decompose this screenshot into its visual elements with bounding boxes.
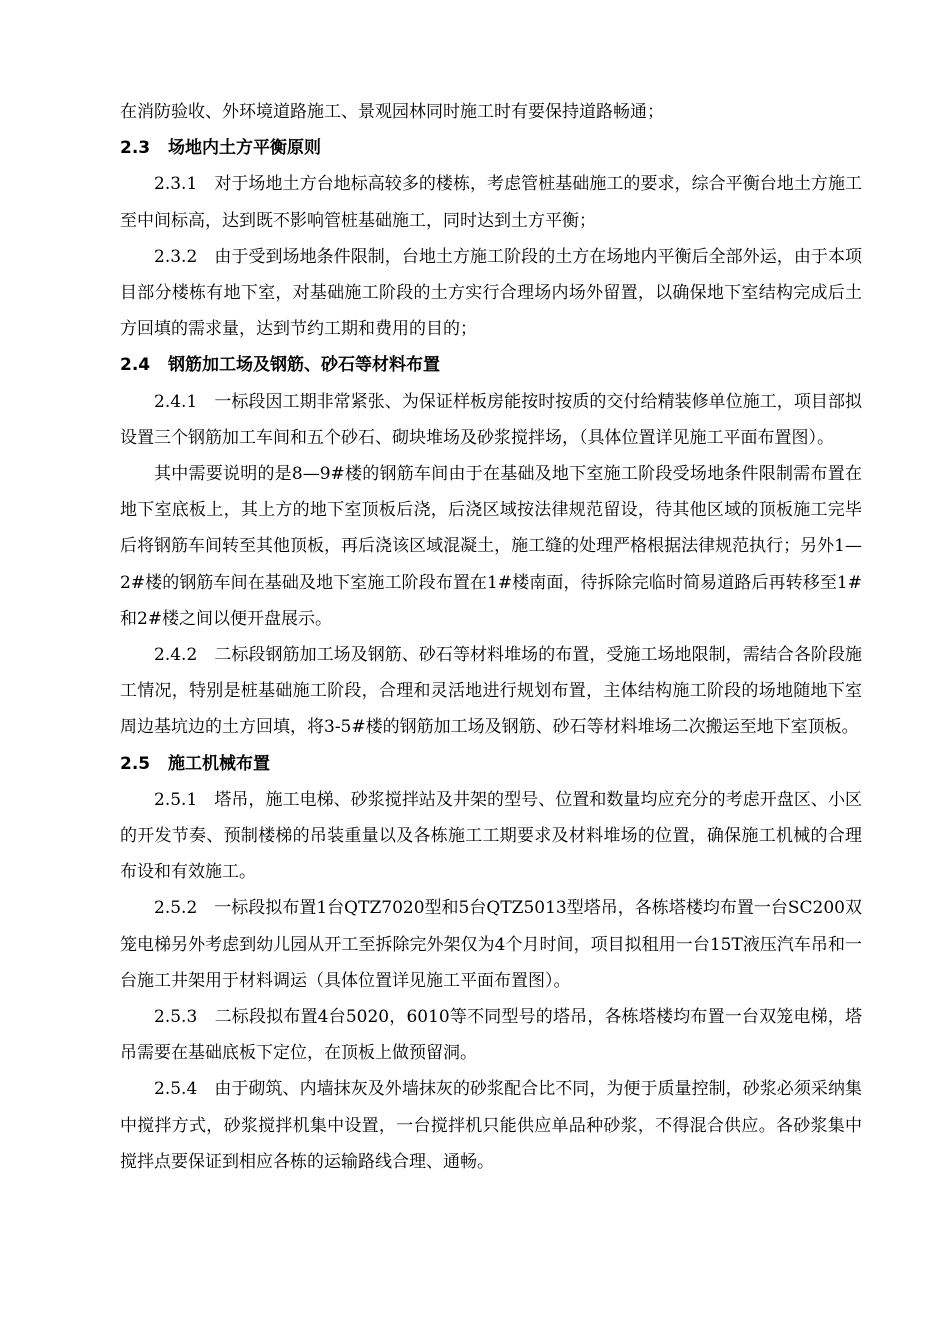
paragraph-2-3-2: 2.3.2 由于受到场地条件限制，台地土方施工阶段的土方在场地内平衡后全部外运，由于本项目部分楼栋有地下室，对基础施工阶段的土方实行合理场内场外留置，以确保地下室结构完成后土方回填的需求量，达到节约工期和费用的目的； xyxy=(120,246,862,340)
section-title: 钢筋加工场及钢筋、砂石等材料布置 xyxy=(168,355,440,376)
section-heading-2-3 xyxy=(120,130,862,166)
section-heading-2-4 xyxy=(120,347,862,383)
paragraph-road-clearance: 在消防验收、外环境道路施工、景观园林同时施工时有要保持道路畅通； xyxy=(120,102,664,122)
section-heading-2-5 xyxy=(120,746,862,782)
section-title: 场地内土方平衡原则 xyxy=(168,138,321,159)
paragraph-2-5-1: 2.5.1 塔吊，施工电梯、砂浆搅拌站及井架的型号、位置和数量均应充分的考虑开盘区、小区的开发节奏、预制楼梯的吊装重量以及各栋施工工期要求及材料堆场的位置，确保施工机械的合理布设和有效施工。 xyxy=(120,789,862,883)
paragraph-2-5-2: 2.5.2 一标段拟布置1台QTZ7020型和5台QTZ5013型塔吊，各栋塔楼均布置一台SC200双笼电梯另外考虑到幼儿园从开工至拆除完外架仅为4个月时间，项目拟租用一台15T液压汽车吊和一台施工井架用于材料调运（具体位置详见施工平面布置图）。 xyxy=(120,898,862,991)
paragraph-2-4-1-note: 其中需要说明的是8—9#楼的钢筋车间由于在基础及地下室施工阶段受场地条件限制需布置在地下室底板上，其上方的地下室顶板后浇，后浇区域按法律规范留设，待其他区域的顶板施工完毕后将钢筋车间转至其他顶板，再后浇该区域混凝土，施工缝的处理严格根据法律规范执行；另外1—2#楼的钢筋车间在基础及地下室施工阶段布置在1#楼南面，待拆除完临时简易道路后再转移至1#和2#楼之间以便开盘展示。 xyxy=(120,464,862,629)
paragraph-2-4-2: 2.4.2 二标段钢筋加工场及钢筋、砂石等材料堆场的布置，受施工场地限制，需结合各阶段施工情况，特别是桩基础施工阶段，合理和灵活地进行规划布置，主体结构施工阶段的场地随地下室周边基坑边的土方回填，将3-5#楼的钢筋加工场及钢筋、砂石等材料堆场二次搬运至地下室顶板。 xyxy=(120,645,862,738)
paragraph-2-5-4: 2.5.4 由于砌筑、内墙抹灰及外墙抹灰的砂浆配合比不同，为便于质量控制，砂浆必须采纳集中搅拌方式，砂浆搅拌机集中设置，一台搅拌机只能供应单品种砂浆，不得混合供应。各砂浆集中搅拌点要保证到相应各栋的运输路线合理、通畅。 xyxy=(120,1079,862,1172)
section-number: 2.3 xyxy=(120,138,151,159)
section-number: 2.5 xyxy=(120,753,151,774)
section-number: 2.4 xyxy=(120,355,151,376)
paragraph-2-4-1: 2.4.1 一标段因工期非常紧张、为保证样板房能按时按质的交付给精装修单位施工，项目部拟设置三个钢筋加工车间和五个砂石、砌块堆场及砂浆搅拌场，（具体位置详见施工平面布置图）。 xyxy=(120,391,862,448)
section-title: 施工机械布置 xyxy=(168,753,270,774)
paragraph-2-3-1: 2.3.1 对于场地土方台地标高较多的楼栋，考虑管桩基础施工的要求，综合平衡台地土方施工至中间标高，达到既不影响管桩基础施工，同时达到土方平衡； xyxy=(120,174,862,231)
paragraph-2-5-3: 2.5.3 二标段拟布置4台5020，6010等不同型号的塔吊，各栋塔楼均布置一台双笼电梯，塔吊需要在基础底板下定位，在顶板上做预留洞。 xyxy=(120,1007,862,1064)
